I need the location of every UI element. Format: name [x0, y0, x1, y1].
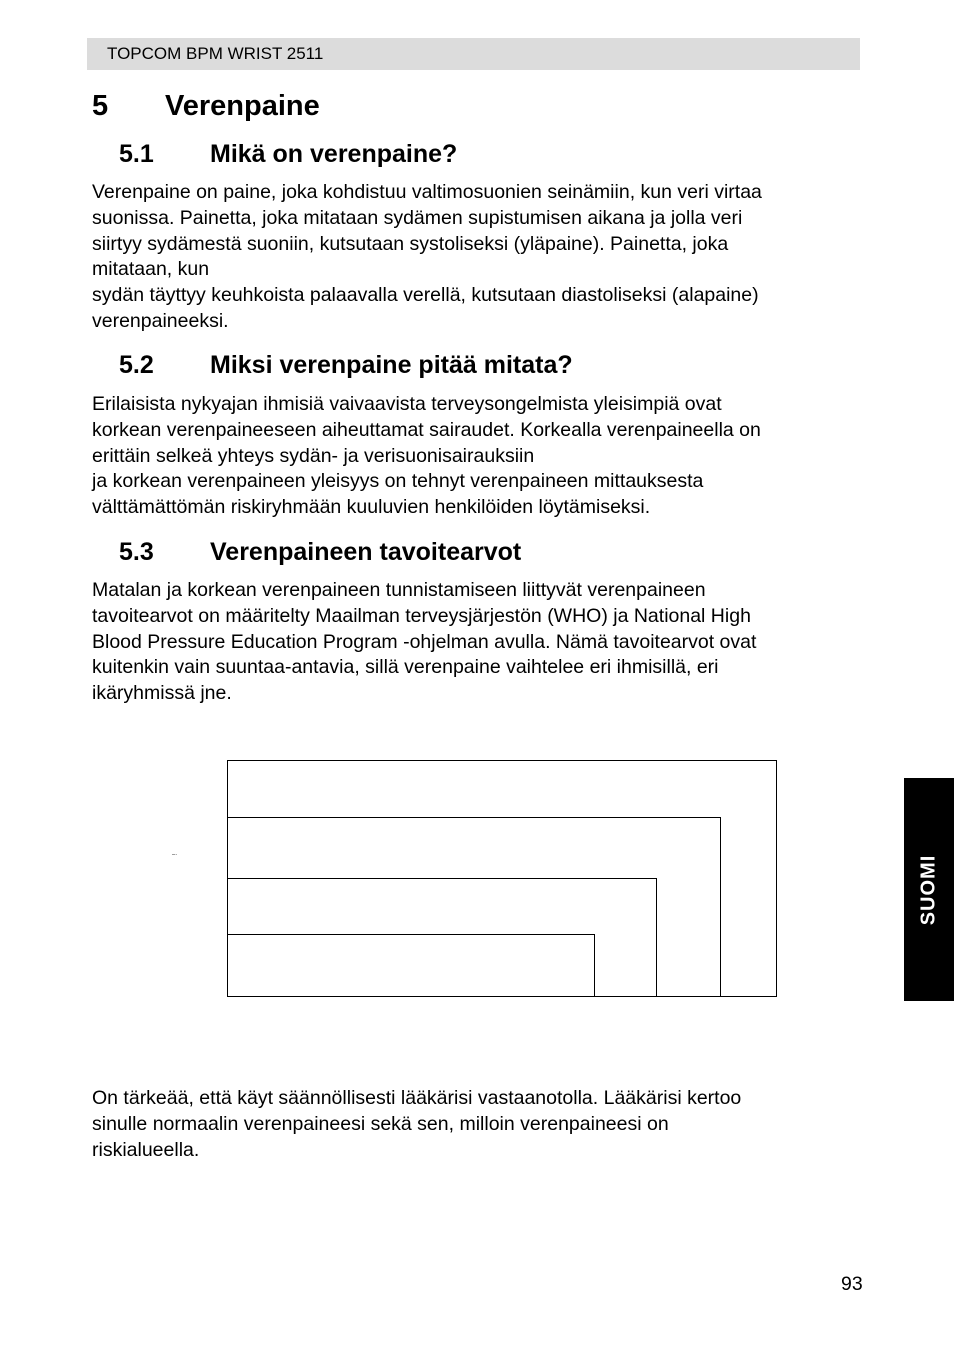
paragraph-5-1 [92, 180, 872, 335]
subsection-heading-5-3 [119, 537, 521, 567]
subsection-heading-5-1 [119, 139, 457, 169]
text-line: tavoitearvot on määritelty Maailman terveysjärjestön (WHO) ja National High [92, 604, 751, 627]
text-line: suonissa. Painetta, joka mitataan sydämen supistumisen aikana ja jolla veri [92, 206, 743, 229]
section-title: Verenpaine [165, 90, 320, 122]
text-line: sinulle normaalin verenpaineesi sekä sen, milloin verenpaineesi on [92, 1112, 669, 1135]
header-title: TOPCOM BPM WRIST 2511 [107, 44, 324, 63]
text-line: verenpaineeksi. [92, 309, 229, 332]
section-heading [92, 88, 320, 124]
text-line: erittäin selkeä yhteys sydän- ja verisuonisairauksiin [92, 444, 535, 467]
text-line: sydän täyttyy keuhkoista palaavalla verellä, kutsutaan diastoliseksi (alapaine) [92, 284, 759, 307]
subsection-number: 5.2 [119, 351, 154, 379]
subsection-number: 5.3 [119, 538, 154, 566]
text-line: mitataan, kun [92, 258, 210, 281]
page-number: 93 [841, 1273, 863, 1295]
text-line: Blood Pressure Education Program -ohjelman avulla. Nämä tavoitearvot ovat [92, 630, 757, 653]
stray-mark: –· [172, 852, 178, 858]
closing-paragraph [92, 1086, 872, 1163]
paragraph-5-3 [92, 578, 872, 707]
text-line: Erilaisista nykyajan ihmisiä vaivaavista terveysongelmista yleisimpiä ovat [92, 393, 722, 415]
text-line: välttämättömän riskiryhmään kuuluvien henkilöiden löytämiseksi. [92, 496, 651, 519]
subsection-number: 5.1 [119, 140, 154, 168]
running-header [87, 38, 860, 70]
text-line: siirtyy sydämestä suoniin, kutsutaan systoliseksi (yläpaine). Painetta, joka [92, 232, 729, 255]
text-line: On tärkeää, että käyt säännöllisesti lääkärisi vastaanotolla. Lääkärisi kertoo [92, 1087, 742, 1109]
text-line: Matalan ja korkean verenpaineen tunnistamiseen liittyvät verenpaineen [92, 579, 706, 601]
subsection-heading-5-2 [119, 350, 573, 380]
text-line: Verenpaine on paine, joka kohdistuu valtimosuonien seinämiin, kun veri virtaa [92, 181, 762, 203]
text-line: ja korkean verenpaineen yleisyys on tehnyt verenpaineen mittauksesta [92, 470, 704, 493]
text-line: ikäryhmissä jne. [92, 682, 232, 705]
text-line: riskialueella. [92, 1138, 200, 1161]
range-box-inner [227, 934, 595, 997]
subsection-title: Mikä on verenpaine? [210, 140, 458, 168]
subsection-title: Miksi verenpaine pitää mitata? [210, 351, 573, 379]
subsection-title: Verenpaineen tavoitearvot [210, 538, 522, 566]
language-tab [904, 778, 954, 1001]
text-line: korkean verenpaineeseen aiheuttamat sairaudet. Korkealla verenpaineella on [92, 418, 761, 441]
text-line: kuitenkin vain suuntaa-antavia, sillä verenpaine vaihtelee eri ihmisillä, eri [92, 656, 719, 679]
range-baseline [227, 996, 777, 997]
paragraph-5-2 [92, 392, 872, 521]
language-tab-label: SUOMI [917, 854, 940, 925]
section-number: 5 [92, 90, 109, 122]
